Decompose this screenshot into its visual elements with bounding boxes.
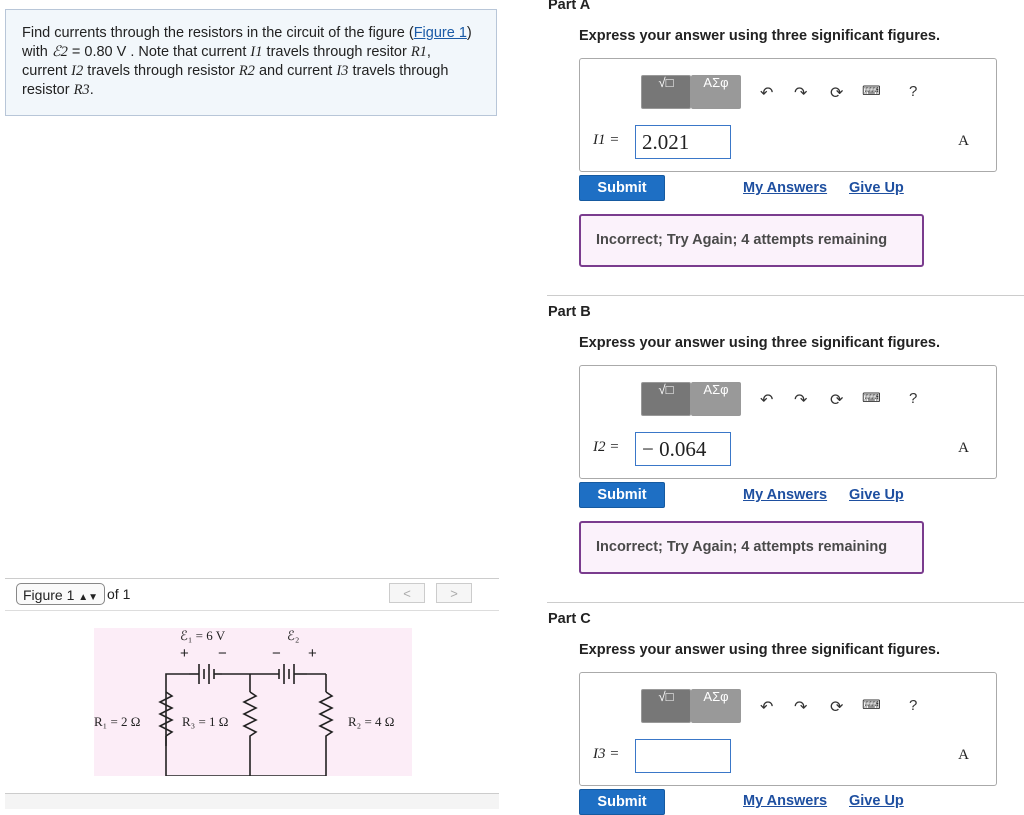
part-c-label: I3 =	[593, 746, 620, 762]
redo-icon[interactable]: ↷	[794, 699, 808, 716]
part-b-give-up-link[interactable]: Give Up	[849, 487, 904, 503]
reset-icon[interactable]: ⟳	[830, 699, 844, 716]
undo-icon[interactable]: ↶	[760, 699, 774, 716]
undo-icon[interactable]: ↶	[760, 392, 774, 409]
part-b-title: Part B	[548, 304, 591, 320]
undo-icon[interactable]: ↶	[760, 85, 774, 102]
emf1-label: ℰ₁ = 6 V	[180, 628, 226, 643]
problem-statement: Find currents through the resistors in the circuit of the figure (Figure 1) with ℰ2 = 0.80 V . Note that current I1 travels through resitor R1, current I2 travels through resistor R2 and current I3 travels through resistor R3.	[5, 9, 497, 116]
part-b-my-answers-link[interactable]: My Answers	[743, 487, 828, 503]
part-c-unit: A	[958, 747, 969, 763]
plus-2: +	[308, 645, 317, 662]
r3-label: R₃ = 1 Ω	[182, 714, 229, 729]
part-a-answer-box	[579, 58, 997, 172]
templates-button[interactable]: √□	[641, 689, 691, 723]
part-a-give-up-link[interactable]: Give Up	[849, 180, 904, 196]
figure-select[interactable]: Figure 1 ▲▼	[16, 583, 105, 605]
figure-count: of 1	[107, 586, 131, 602]
part-a-unit: A	[958, 133, 969, 149]
greek-button[interactable]: ΑΣφ	[691, 689, 741, 723]
greek-button[interactable]: ΑΣφ	[691, 75, 741, 109]
help-icon[interactable]: ?	[909, 83, 918, 100]
part-c-submit-button[interactable]: Submit	[579, 789, 665, 815]
circuit-diagram	[94, 628, 412, 776]
part-a-instruction: Express your answer using three significant figures.	[579, 28, 940, 44]
keyboard-icon[interactable]: ⌨	[862, 83, 881, 98]
templates-button[interactable]: √□	[641, 75, 691, 109]
separator	[547, 295, 1024, 296]
redo-icon[interactable]: ↷	[794, 392, 808, 409]
keyboard-icon[interactable]: ⌨	[862, 697, 881, 712]
figure-footer	[5, 793, 499, 809]
part-c-answer-box	[579, 672, 997, 786]
part-b-instruction: Express your answer using three significant figures.	[579, 335, 940, 351]
problem-text: Find currents through the resistors in the circuit of the figure (	[22, 25, 414, 41]
minus-1: −	[218, 645, 227, 662]
part-b-input[interactable]: − 0.064	[635, 432, 731, 466]
part-a-submit-button[interactable]: Submit	[579, 175, 665, 201]
updown-icon: ▲▼	[78, 592, 99, 603]
part-b-answer-box	[579, 365, 997, 479]
minus-2: −	[272, 645, 281, 662]
part-a-my-answers-link[interactable]: My Answers	[743, 180, 828, 196]
part-b-submit-button[interactable]: Submit	[579, 482, 665, 508]
part-c-input[interactable]	[635, 739, 731, 773]
part-c-instruction: Express your answer using three significant figures.	[579, 642, 940, 658]
figure-link[interactable]: Figure 1	[413, 25, 467, 41]
part-c-title: Part C	[548, 611, 591, 627]
templates-button[interactable]: √□	[641, 382, 691, 416]
next-figure-button[interactable]: >	[436, 583, 472, 603]
part-b-label: I2 =	[593, 439, 620, 455]
help-icon[interactable]: ?	[909, 390, 918, 407]
keyboard-icon[interactable]: ⌨	[862, 390, 881, 405]
part-a-input[interactable]: 2.021	[635, 125, 731, 159]
greek-button[interactable]: ΑΣφ	[691, 382, 741, 416]
figure-toolbar	[5, 578, 499, 611]
part-a-title: Part A	[548, 0, 591, 13]
part-b-unit: A	[958, 440, 969, 456]
r2-label: R₂ = 4 Ω	[348, 714, 395, 729]
redo-icon[interactable]: ↷	[794, 85, 808, 102]
part-c-my-answers-link[interactable]: My Answers	[743, 793, 828, 809]
part-a-label: I1 =	[593, 132, 620, 148]
reset-icon[interactable]: ⟳	[830, 85, 844, 102]
part-c-give-up-link[interactable]: Give Up	[849, 793, 904, 809]
plus-1: +	[180, 645, 189, 662]
separator	[547, 602, 1024, 603]
r1-label: R₁ = 2 Ω	[94, 714, 141, 729]
part-a-feedback: Incorrect; Try Again; 4 attempts remaining	[579, 214, 924, 267]
part-b-feedback: Incorrect; Try Again; 4 attempts remaining	[579, 521, 924, 574]
prev-figure-button[interactable]: <	[389, 583, 425, 603]
help-icon[interactable]: ?	[909, 697, 918, 714]
emf2-label: ℰ₂	[287, 628, 300, 643]
reset-icon[interactable]: ⟳	[830, 392, 844, 409]
